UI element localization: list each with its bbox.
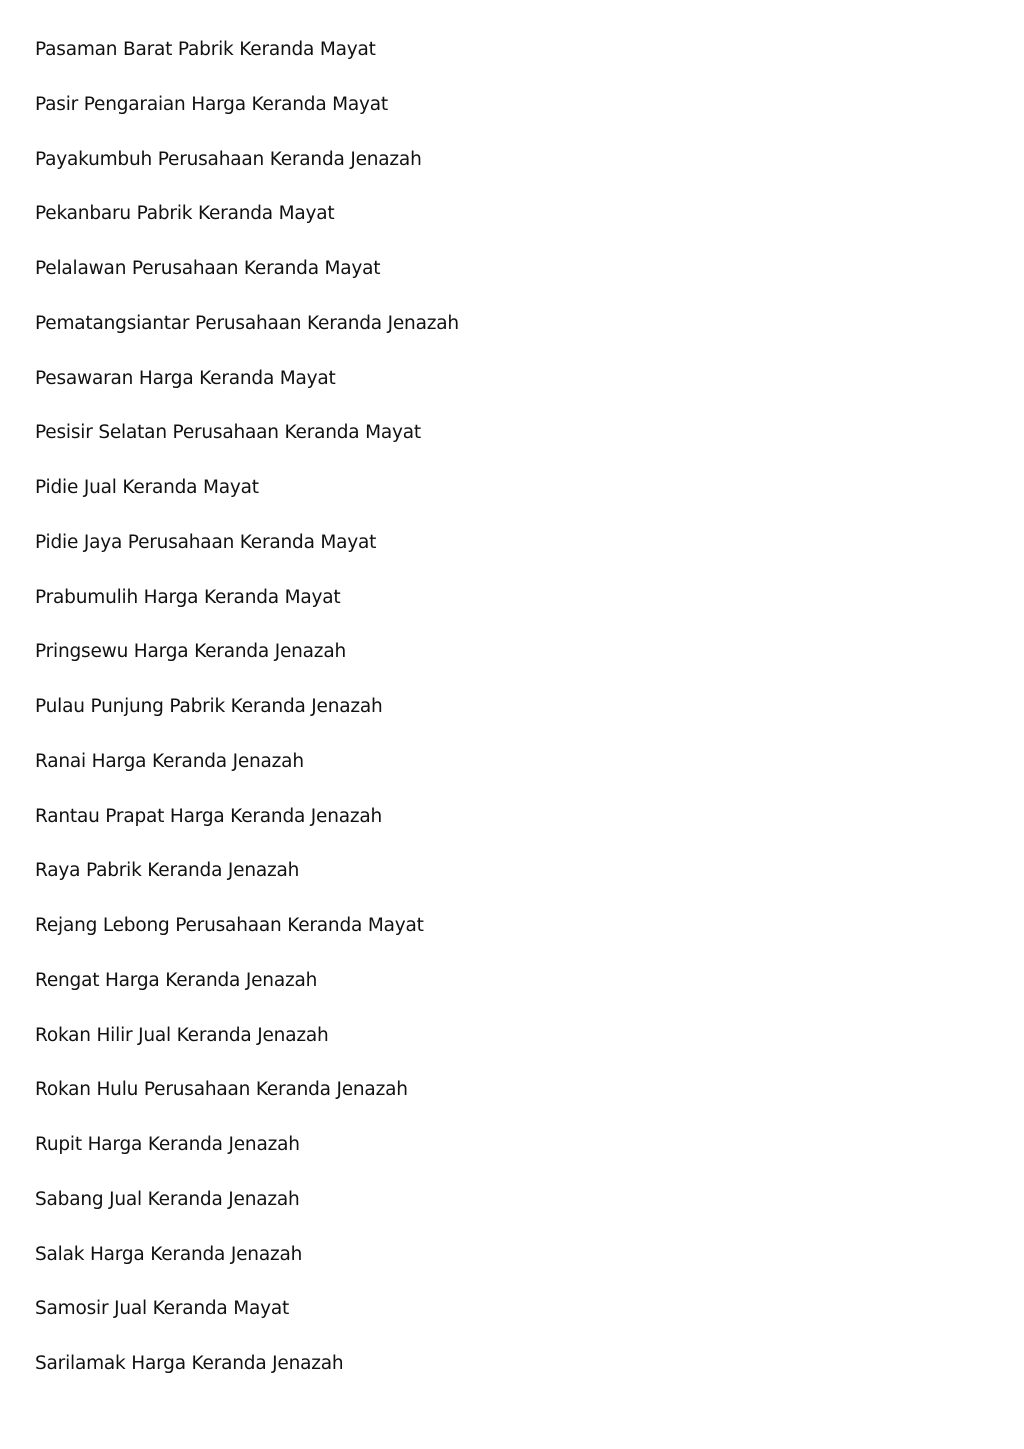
list-link[interactable]: Pasir Pengaraian Harga Keranda Mayat [35, 93, 388, 115]
list-link[interactable]: Rengat Harga Keranda Jenazah [35, 969, 318, 991]
list-item [35, 639, 459, 694]
list-link[interactable]: Raya Pabrik Keranda Jenazah [35, 860, 300, 882]
list-item [35, 1023, 459, 1078]
list-item [35, 749, 459, 804]
list-link[interactable]: Payakumbuh Perusahaan Keranda Jenazah [35, 148, 422, 170]
list-link[interactable]: Pringsewu Harga Keranda Jenazah [35, 641, 346, 663]
list-link[interactable]: Salak Harga Keranda Jenazah [35, 1243, 303, 1265]
list-link[interactable]: Rantau Prapat Harga Keranda Jenazah [35, 805, 383, 827]
list-item [35, 968, 459, 1023]
list-item [35, 311, 459, 366]
list-link[interactable]: Sarilamak Harga Keranda Jenazah [35, 1353, 344, 1374]
list-link[interactable]: Pulau Punjung Pabrik Keranda Jenazah [35, 696, 383, 717]
list-item [35, 366, 459, 421]
list-item [35, 147, 459, 202]
list-link[interactable]: Ranai Harga Keranda Jenazah [35, 750, 304, 772]
list-link[interactable]: Pidie Jual Keranda Mayat [35, 477, 259, 498]
list-link[interactable]: Pekanbaru Pabrik Keranda Mayat [35, 203, 335, 225]
list-link[interactable]: Prabumulih Harga Keranda Mayat [35, 586, 341, 608]
list-item [35, 1132, 459, 1187]
link-list [35, 37, 459, 1406]
list-link[interactable]: Pasaman Barat Pabrik Keranda Mayat [35, 39, 376, 60]
list-item [35, 1242, 459, 1297]
list-item [35, 1351, 459, 1406]
list-link[interactable]: Pesisir Selatan Perusahaan Keranda Mayat [35, 422, 421, 444]
list-link[interactable]: Rejang Lebong Perusahaan Keranda Mayat [35, 915, 424, 936]
list-link[interactable]: Pelalawan Perusahaan Keranda Mayat [35, 258, 381, 279]
list-item [35, 530, 459, 585]
list-item [35, 256, 459, 311]
list-item [35, 585, 459, 640]
list-item [35, 804, 459, 859]
list-item [35, 37, 459, 92]
list-link[interactable]: Pesawaran Harga Keranda Mayat [35, 367, 336, 389]
list-item [35, 1296, 459, 1351]
list-link[interactable]: Rokan Hilir Jual Keranda Jenazah [35, 1024, 329, 1046]
list-link[interactable]: Pidie Jaya Perusahaan Keranda Mayat [35, 531, 377, 553]
list-link[interactable]: Rupit Harga Keranda Jenazah [35, 1134, 300, 1155]
list-item [35, 201, 459, 256]
list-link[interactable]: Samosir Jual Keranda Mayat [35, 1298, 290, 1320]
list-link[interactable]: Rokan Hulu Perusahaan Keranda Jenazah [35, 1079, 408, 1101]
list-item [35, 92, 459, 147]
list-link[interactable]: Sabang Jual Keranda Jenazah [35, 1188, 300, 1210]
list-link[interactable]: Pematangsiantar Perusahaan Keranda Jenazah [35, 312, 459, 334]
list-item [35, 858, 459, 913]
list-item [35, 420, 459, 475]
list-item [35, 475, 459, 530]
list-item [35, 1077, 459, 1132]
list-item [35, 1187, 459, 1242]
list-item [35, 694, 459, 749]
list-item [35, 913, 459, 968]
